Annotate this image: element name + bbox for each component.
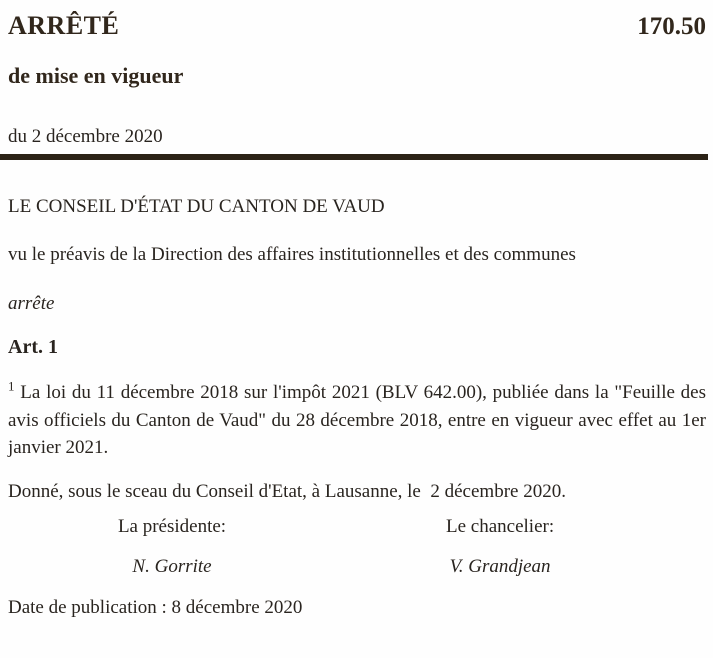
document-title: ARRÊTÉ	[8, 11, 120, 40]
reference-number: 170.50	[637, 13, 706, 40]
signature-chancellor	[336, 516, 664, 578]
signature-block	[8, 516, 706, 578]
article-text-content: La loi du 11 décembre 2018 sur l'impôt 2021 (BLV 642.00), publiée dans la "Feuille des avis officiels du Canton de Vaud" du 28 décembre 2018, entre en vigueur avec effet au 1er janvier 2021.	[8, 382, 707, 458]
article-text	[8, 379, 706, 462]
document-subtitle: de mise en vigueur	[8, 63, 184, 88]
decree-date: du 2 décembre 2020	[8, 126, 163, 147]
document-body	[8, 196, 706, 619]
signature-name-chancellor: V. Grandjean	[449, 555, 551, 577]
issuing-authority: LE CONSEIL D'ÉTAT DU CANTON DE VAUD	[8, 196, 385, 217]
publication-date-line: Date de publication : 8 décembre 2020	[8, 596, 303, 618]
document-header	[8, 11, 706, 160]
title-row	[8, 11, 706, 41]
article-heading: Art. 1	[8, 336, 58, 358]
signature-role-president: La présidente:	[117, 515, 227, 537]
signature-name-president: N. Gorrite	[132, 555, 212, 577]
signature-role-chancellor: Le chancelier:	[446, 515, 555, 537]
issuance-line: Donné, sous le sceau du Conseil d'Etat, à Lausanne, le 2 décembre 2020.	[8, 480, 566, 502]
header-divider	[0, 154, 708, 160]
paragraph-number: 1	[8, 378, 15, 394]
signature-president	[8, 516, 336, 578]
decree-document	[0, 11, 713, 619]
enactment-word: arrête	[8, 293, 55, 314]
preamble-line: vu le préavis de la Direction des affaires institutionnelles et des communes	[8, 244, 576, 265]
